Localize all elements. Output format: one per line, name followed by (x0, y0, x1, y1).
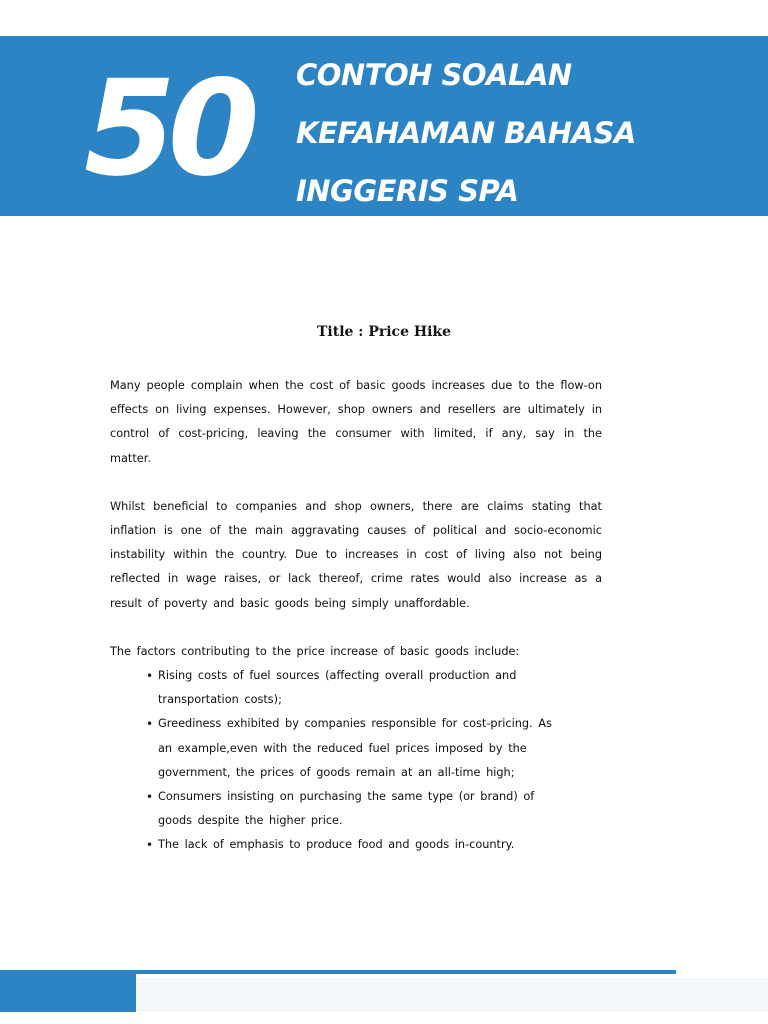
banner-number: 50 (84, 52, 252, 206)
banner-title-line-3: INGGERIS SPA (296, 174, 519, 208)
paragraph-1: Many people complain when the cost of basic goods increases due to the flow-on effects on living expenses. However, shop owners and resellers are ultimately in control of cost-pricing, leaving the consumer with limited, if any, say in the matter. (110, 379, 602, 465)
list-item: • The lack of emphasis to produce food and goods in-country. (146, 833, 556, 857)
factors-list (110, 664, 556, 858)
document-title: Title : Price Hike (316, 324, 452, 340)
footer-panel (136, 978, 768, 1012)
paragraph-2: Whilst beneficial to companies and shop owners, there are claims stating that inflation is one of the main aggravating causes of political and socio-economic instability within the country. Due to increases in cost of living also not being reflected in wage raises, or lack thereof, crime rates would also increase as a result of poverty and basic goods being simply unaffordable. (110, 499, 602, 610)
footer-block (0, 974, 136, 1012)
document-body (110, 374, 602, 858)
list-item: • Rising costs of fuel sources (affecting overall production and transportation costs); (146, 664, 556, 712)
factors-intro: The factors contributing to the price increase of basic goods include: (110, 644, 520, 658)
banner-title (296, 46, 756, 220)
list-item: • Consumers insisting on purchasing the same type (or brand) of goods despite the higher price. (146, 785, 556, 833)
banner-title-line-2: KEFAHAMAN BAHASA (296, 116, 636, 150)
list-item: • Greediness exhibited by companies responsible for cost-pricing. As an example,even with the reduced fuel prices imposed by the government, the prices of goods remain at an all-time high; (146, 712, 556, 785)
banner-title-line-1: CONTOH SOALAN (296, 58, 572, 92)
